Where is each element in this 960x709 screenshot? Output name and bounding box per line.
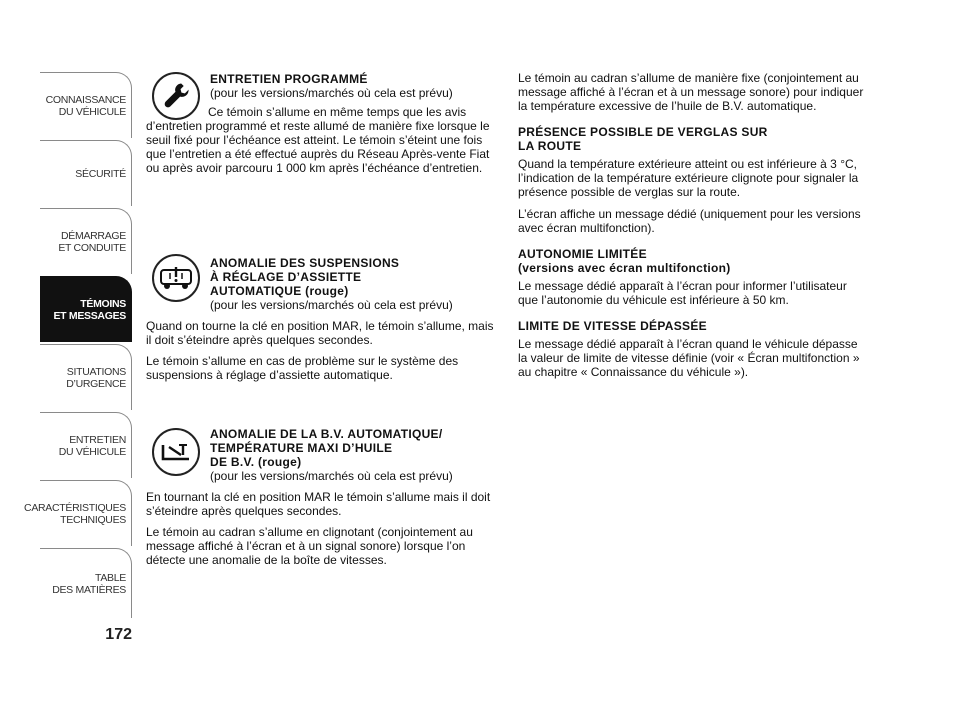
tab-securite[interactable]: [40, 140, 132, 206]
tab-demarrage-et-conduite[interactable]: [40, 208, 132, 274]
page-number: 172: [105, 626, 132, 643]
tab-entretien-du-vehicule[interactable]: [40, 412, 132, 478]
section-title: LIMITE DE VITESSE DÉPASSÉE: [518, 319, 707, 333]
tab-temoins-et-messages[interactable]: [40, 276, 132, 342]
vitesse-heading: [518, 319, 868, 333]
anomalie-suspensions-section: [146, 256, 498, 389]
section-subtitle: (pour les versions/marchés où cela est prévu): [210, 469, 453, 483]
section-title: ENTRETIEN PROGRAMMÉ: [210, 72, 368, 86]
tab-label: TABLE: [95, 571, 126, 584]
tab-label: ET MESSAGES: [53, 309, 126, 322]
section-title: LA ROUTE: [518, 139, 582, 153]
right-column: [518, 71, 868, 387]
paragraph: Quand la température extérieure atteint ou est inférieure à 3 °C, l’indication de la température extérieure clignote pour signaler la présence possible de verglas sur la route.: [518, 157, 859, 199]
tab-table-des-matieres[interactable]: [40, 548, 132, 618]
paragraph: Le témoin au cadran s’allume de manière fixe (conjointement au message affiché à l’écran et à un message sonore) pour indiquer la température excessive de l’huile de B.V. automatique.: [518, 71, 864, 113]
paragraph: Ce témoin s’allume en même temps que les avis d’entretien programmé et reste allumé de manière fixe lorsque le seuil fixé pour l’échéance est atteint. Le témoin s’éteint une fois que l’entretien a été effectué auprès du Réseau Après-vente Fiat ou après avoir parcouru 1 000 km après l’échéance d’entretien.: [146, 105, 490, 175]
tab-label: DU VÉHICULE: [58, 105, 126, 118]
tab-label: SITUATIONS: [66, 365, 126, 378]
paragraph: Le témoin s’allume en cas de problème sur le système des suspensions à réglage d’assiette automatique.: [146, 354, 459, 382]
tab-label: CARACTÉRISTIQUES: [24, 501, 126, 514]
section-title: AUTOMATIQUE (rouge): [210, 284, 349, 298]
section-title: ANOMALIE DES SUSPENSIONS: [210, 256, 400, 270]
tab-label: TECHNIQUES: [60, 513, 126, 526]
tab-label: SÉCURITÉ: [75, 167, 126, 180]
paragraph: En tournant la clé en position MAR le témoin s’allume mais il doit s’éteindre après quelques secondes.: [146, 490, 491, 518]
paragraph: Le témoin au cadran s’allume en clignotant (conjointement au message affiché à l’écran et à un signal sonore) lorsque l’on détecte une anomalie de la boîte de vitesses.: [146, 525, 473, 567]
section-title: TEMPÉRATURE MAXI D’HUILE: [210, 441, 393, 455]
tab-caracteristiques-techniques[interactable]: [24, 480, 132, 546]
section-subtitle: (pour les versions/marchés où cela est prévu): [210, 86, 453, 100]
section-title: DE B.V. (rouge): [210, 455, 302, 469]
section-subtitle: (pour les versions/marchés où cela est prévu): [210, 298, 453, 312]
tab-label: ENTRETIEN: [69, 433, 126, 446]
tab-label: DES MATIÈRES: [52, 583, 126, 596]
anomalie-bv-section: [146, 427, 498, 574]
tab-label: D’URGENCE: [66, 377, 126, 390]
paragraph: Quand on tourne la clé en position MAR, le témoin s’allume, mais il doit s’éteindre après quelques secondes.: [146, 319, 494, 347]
section-title: ANOMALIE DE LA B.V. AUTOMATIQUE/: [210, 427, 443, 441]
section-title: (versions avec écran multifonction): [518, 261, 731, 275]
paragraph: Le message dédié apparaît à l’écran quand le véhicule dépasse la valeur de limite de vitesse définie (voir « Écran multifonction » au chapitre « Connaissance du véhicule »).: [518, 337, 860, 379]
section-title: AUTONOMIE LIMITÉE: [518, 247, 647, 261]
tab-label: ET CONDUITE: [58, 241, 126, 254]
tab-label: DÉMARRAGE: [61, 229, 126, 242]
entretien-programme-section: [146, 72, 498, 182]
paragraph: Le message dédié apparaît à l’écran pour informer l’utilisateur que l’autonomie du véhicule est inférieure à 50 km.: [518, 279, 847, 307]
tab-situations-d-urgence[interactable]: [40, 344, 132, 410]
paragraph: L’écran affiche un message dédié (uniquement pour les versions avec écran multifonction).: [518, 207, 861, 235]
section-title: À RÉGLAGE D’ASSIETTE: [210, 270, 362, 284]
tab-label: DU VÉHICULE: [58, 445, 126, 458]
tab-connaissance-du-vehicule[interactable]: [40, 72, 132, 138]
tab-label: TÉMOINS: [80, 297, 126, 310]
tab-label: CONNAISSANCE: [45, 93, 126, 106]
section-title: PRÉSENCE POSSIBLE DE VERGLAS SUR: [518, 125, 768, 139]
autonomie-heading: [518, 247, 868, 275]
verglas-heading: [518, 125, 868, 153]
